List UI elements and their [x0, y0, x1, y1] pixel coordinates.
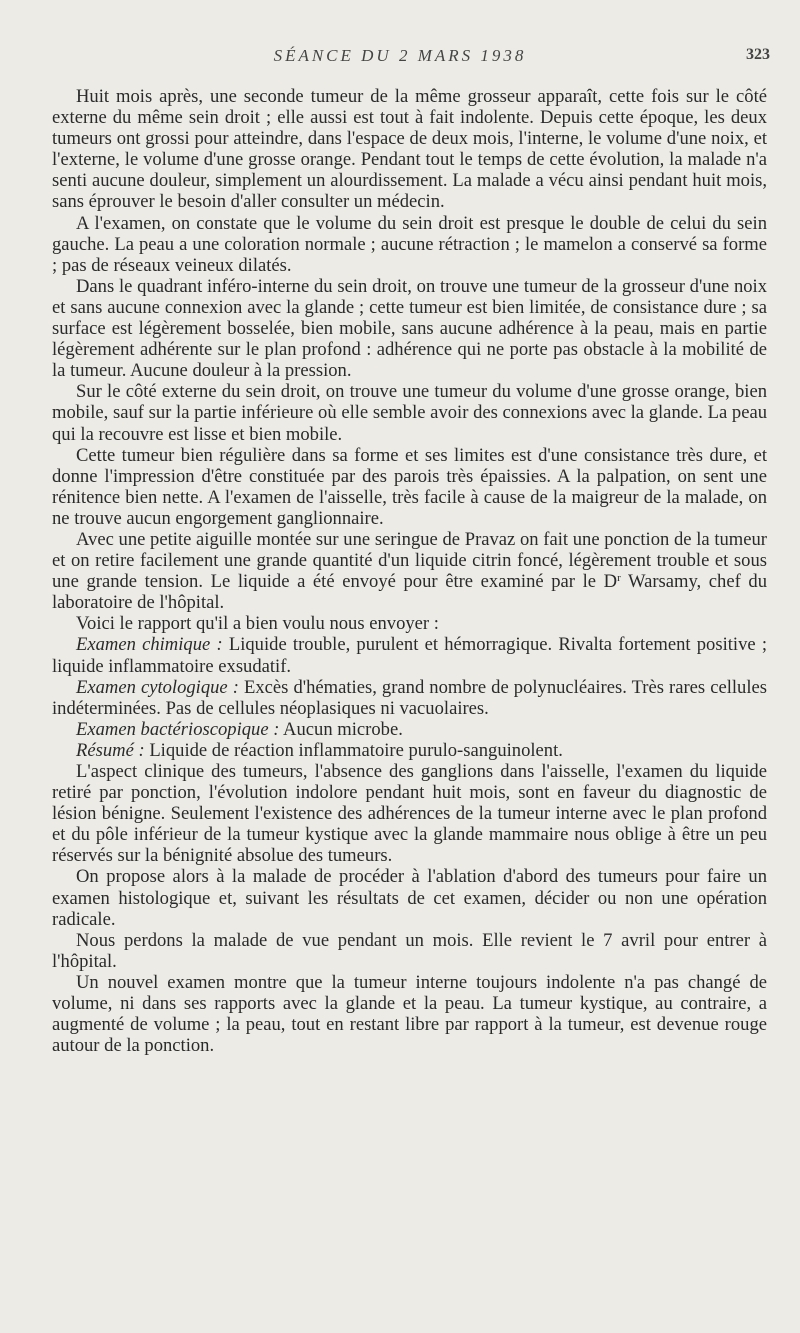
exam-label: Examen bactérioscopique : [76, 718, 280, 740]
exam-bacterioscopique: Examen bactérioscopique : Aucun microbe. [76, 718, 403, 740]
exam-label: Résumé : [76, 739, 145, 761]
paragraph-6: Avec une petite aiguille montée sur une seringue de Pravaz on fait une ponction de la tumeur et on retire facilement une grande quantité d'un liquide citrin foncé, légèrement trouble et sous une grande tension. Le liquide a été envoyé pour être examiné par le $D^r$ Warsamy, chef du laboratoire de l'hôpital. [52, 528, 767, 614]
paragraph-4: Sur le côté externe du sein droit, on trouve une tumeur du volume d'une grosse orange, bien mobile, sauf sur la partie inférieure où elle semble avoir des connexions avec la glande. La peau qui la recouvre est lisse et bien mobile. [52, 381, 767, 445]
paragraph-14: Nous perdons la malade de vue pendant un mois. Elle revient le 7 avril pour entrer à l'hôpital. [52, 929, 767, 972]
running-head: SÉANCE DU 2 MARS 1938 [273, 46, 527, 65]
paragraph-5: Cette tumeur bien régulière dans sa forme et ses limites est d'une consistance très dure, et donne l'impression d'être constituée par des parois très épaissies. A la palpation, on sent une rénitence bien nette. A l'examen de l'aisselle, très facile à cause de la maigreur de la malade, on ne trouve aucun engorgement ganglionnaire. [52, 444, 767, 529]
paragraph-15: Un nouvel examen montre que la tumeur interne toujours indolente n'a pas changé de volume, ni dans ses rapports avec la glande et la peau. La tumeur kystique, au contraire, a augmenté de volume ; la peau, tout en restant libre par rapport à la tumeur, est devenue rouge autour de la ponction. [52, 971, 767, 1057]
exam-label: Examen cytologique : [76, 676, 239, 698]
body-text [52, 86, 767, 1056]
paragraph-7: Voici le rapport qu'il a bien voulu nous envoyer : [76, 613, 439, 635]
paragraph-3: Dans le quadrant inféro-interne du sein droit, on trouve une tumeur de la grosseur d'une noix et sans aucune connexion avec la glande ; cette tumeur est bien limitée, de consistance dure ; sa surface est légèrement bosselée, bien mobile, sans aucune adhérence à la peau, mais en partie légèrement adhérente sur le plan profond : adhérence qui ne porte pas obstacle à la mobilité de la tumeur. Aucune douleur à la pression. [52, 275, 767, 382]
paragraph-13: On propose alors à la malade de procéder à l'ablation d'abord des tumeurs pour faire un examen histologique et, suivant les résultats de cet examen, décider ou non une opération radicale. [52, 866, 767, 930]
exam-chimique: Examen chimique : Liquide trouble, purulent et hémorragique. Rivalta fortement positive ; liquide inflammatoire exsudatif. [52, 634, 768, 677]
page-header [0, 46, 800, 70]
paragraph-2: A l'examen, on constate que le volume du sein droit est presque le double de celui du sein gauche. La peau a une coloration normale ; aucune rétraction ; le mamelon a conservé sa forme ; pas de réseaux veineux dilatés. [52, 212, 767, 276]
exam-resume: Résumé : Liquide de réaction inflammatoire purulo-sanguinolent. [76, 739, 563, 761]
superscript: r [617, 572, 621, 585]
paragraph-12: L'aspect clinique des tumeurs, l'absence des ganglions dans l'aisselle, l'examen du liquide retiré par ponction, l'évolution indolore pendant huit mois, sont en faveur du diagnostic de lésion bénigne. Seulement l'existence des adhérences de la tumeur interne avec le plan profond et du pôle inférieur de la tumeur kystique avec la glande mammaire nous oblige à être un peu réservés sur la bénignité absolue des tumeurs. [52, 761, 767, 867]
page-number: 323 [746, 46, 770, 63]
paragraph-1: Huit mois après, une seconde tumeur de la même grosseur apparaît, cette fois sur le côté externe du même sein droit ; elle aussi est tout à fait indolente. Depuis cette époque, les deux tumeurs ont grossi pour atteindre, dans l'espace de deux mois, l'interne, le volume d'une noix, et l'externe, le volume d'une grosse orange. Pendant tout le temps de cette évolution, la malade n'a senti aucune douleur, simplement un alourdissement. La malade a vécu ainsi pendant huit mois, sans éprouver le besoin d'aller consulter un médecin. [52, 86, 767, 213]
exam-label: Examen chimique : [76, 634, 223, 656]
exam-cytologique: Examen cytologique : Excès d'hématies, grand nombre de polynucléaires. Très rares cellules indéterminées. Pas de cellules néoplasiques ni vacuolaires. [52, 676, 767, 719]
